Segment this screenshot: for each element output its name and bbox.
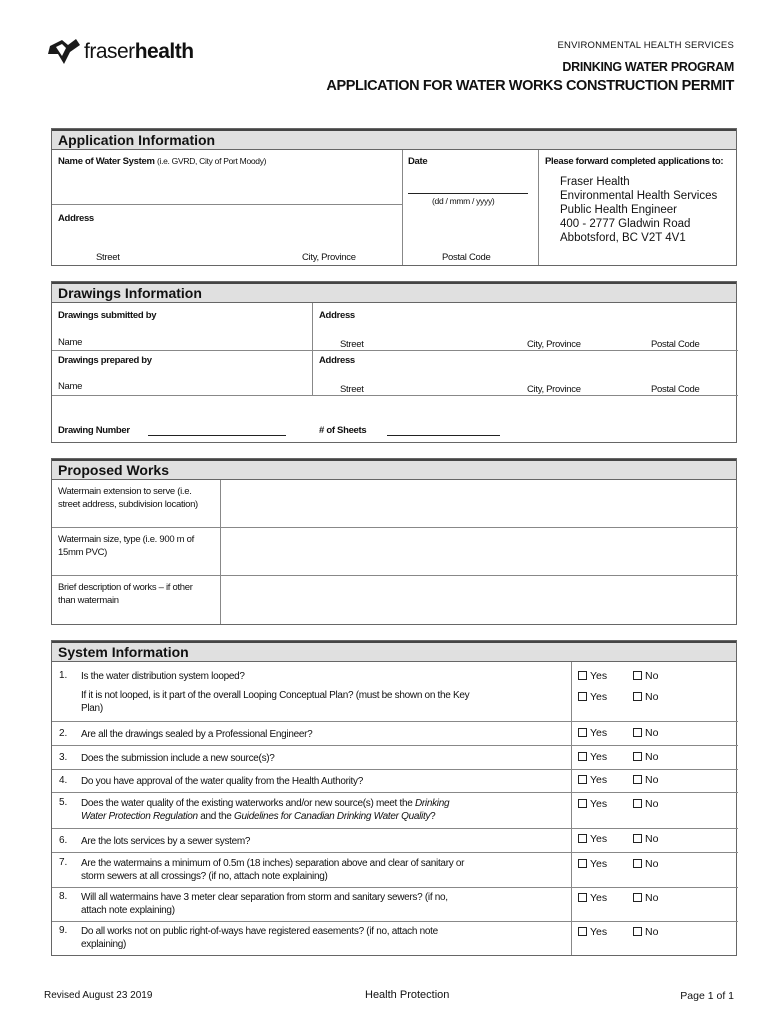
question-4-no-checkbox[interactable]: No (633, 774, 658, 786)
logo-text-bold: health (134, 40, 194, 63)
date-label: Date (408, 156, 428, 167)
drawing-number-input-line[interactable] (148, 435, 286, 436)
drawings-prepared-by-label: Drawings prepared by (58, 355, 152, 366)
date-format-hint: (dd / mmm / yyyy) (432, 196, 495, 206)
question-6-number: 6. (59, 835, 68, 846)
question-8-yes-checkbox[interactable]: Yes (578, 892, 607, 904)
question-6-yes-checkbox[interactable]: Yes (578, 833, 607, 845)
drawings-info-section (51, 281, 737, 443)
prepared-name-label: Name (58, 381, 83, 392)
question-6-no-checkbox[interactable]: No (633, 833, 658, 845)
question-2-no-checkbox[interactable]: No (633, 727, 658, 739)
proposed-row-size: Watermain size, type (i.e. 900 m of 15mm PVC) (58, 534, 194, 558)
street-label: Street (96, 252, 120, 263)
question-5-number: 5. (59, 797, 68, 808)
footer-page-number: Page 1 of 1 (680, 990, 734, 1002)
sheets-label: # of Sheets (319, 425, 367, 436)
question-7-yes-checkbox[interactable]: Yes (578, 858, 607, 870)
water-system-name-label: Name of Water System (i.e. GVRD, City of Port Moody) (58, 156, 267, 167)
address-label: Address (58, 213, 94, 224)
question-4-yes-checkbox[interactable]: Yes (578, 774, 607, 786)
question-8-text: Will all watermains have 3 meter clear separation from storm and sanitary sewers? (if no, attach note explaining) (81, 892, 448, 916)
logo-text-light: fraser (84, 40, 135, 63)
question-1b-yes-checkbox[interactable]: Yes (578, 691, 607, 703)
drawings-submitted-by-label: Drawings submitted by (58, 310, 157, 321)
prepared-city-label: City, Province (527, 384, 581, 395)
drawings-info-heading: Drawings Information (52, 282, 736, 303)
question-1b-no-checkbox[interactable]: No (633, 691, 658, 703)
postal-code-label: Postal Code (442, 252, 491, 263)
question-6-text: Are the lots services by a sewer system? (81, 836, 251, 847)
date-input-line[interactable] (408, 193, 528, 194)
system-info-section (51, 640, 737, 956)
question-1-number: 1. (59, 670, 68, 681)
logo-mark-icon (46, 36, 84, 66)
question-1-no-checkbox[interactable]: No (633, 670, 658, 682)
question-1-text: Is the water distribution system looped? (81, 671, 245, 682)
question-4-number: 4. (59, 775, 68, 786)
question-3-no-checkbox[interactable]: No (633, 751, 658, 763)
submitted-address-label: Address (319, 310, 355, 321)
question-2-text: Are all the drawings sealed by a Professional Engineer? (81, 729, 313, 740)
submitted-postal-label: Postal Code (651, 339, 700, 350)
prepared-street-label: Street (340, 384, 364, 395)
question-5-text: Does the water quality of the existing waterworks and/or new source(s) meet the Drinking Water Protection Regulation and the Guidelines for Canadian Drinking Water Quality? (81, 798, 450, 822)
question-7-no-checkbox[interactable]: No (633, 858, 658, 870)
program-name: DRINKING WATER PROGRAM (562, 60, 734, 74)
proposed-row-description: Brief description of works – if other than watermain (58, 582, 193, 606)
submitted-city-label: City, Province (527, 339, 581, 350)
forward-label: Please forward completed applications to: (545, 156, 724, 167)
question-8-number: 8. (59, 891, 68, 902)
question-1b-text: If it is not looped, is it part of the overall Looping Conceptual Plan? (must be shown on the Key Plan) (81, 690, 470, 714)
question-9-yes-checkbox[interactable]: Yes (578, 926, 607, 938)
question-1-yes-checkbox[interactable]: Yes (578, 670, 607, 682)
question-5-no-checkbox[interactable]: No (633, 798, 658, 810)
proposed-works-section (51, 458, 737, 625)
question-5-yes-checkbox[interactable]: Yes (578, 798, 607, 810)
department-name: ENVIRONMENTAL HEALTH SERVICES (557, 40, 734, 51)
prepared-address-label: Address (319, 355, 355, 366)
drawing-number-label: Drawing Number (58, 425, 130, 436)
fraser-health-logo (46, 36, 206, 70)
question-2-number: 2. (59, 728, 68, 739)
question-7-number: 7. (59, 857, 68, 868)
footer-department: Health Protection (365, 989, 450, 1001)
application-info-section (51, 128, 737, 266)
question-4-text: Do you have approval of the water quality from the Health Authority? (81, 776, 363, 787)
submitted-name-label: Name (58, 337, 83, 348)
submitted-street-label: Street (340, 339, 364, 350)
forward-address: Fraser Health Environmental Health Services Public Health Engineer 400 - 2777 Gladwin Road Abbotsford, BC V2T 4V1 (560, 176, 718, 244)
proposed-works-heading: Proposed Works (52, 459, 736, 480)
page-title: APPLICATION FOR WATER WORKS CONSTRUCTION PERMIT (326, 78, 734, 94)
system-info-heading: System Information (52, 641, 736, 662)
footer-revised-date: Revised August 23 2019 (44, 990, 153, 1001)
proposed-row-extension: Watermain extension to serve (i.e. street address, subdivision location) (58, 486, 198, 510)
question-3-yes-checkbox[interactable]: Yes (578, 751, 607, 763)
application-info-heading: Application Information (52, 129, 736, 150)
city-province-label: City, Province (302, 252, 356, 263)
question-8-no-checkbox[interactable]: No (633, 892, 658, 904)
question-9-text: Do all works not on public right-of-ways have registered easements? (if no, attach note explaining) (81, 926, 438, 950)
question-9-number: 9. (59, 925, 68, 936)
question-2-yes-checkbox[interactable]: Yes (578, 727, 607, 739)
sheets-input-line[interactable] (387, 435, 500, 436)
question-3-text: Does the submission include a new source(s)? (81, 753, 275, 764)
prepared-postal-label: Postal Code (651, 384, 700, 395)
question-7-text: Are the watermains a minimum of 0.5m (18 inches) separation above and clear of sanitary or storm sewers at all crossings? (if no, attach note explaining) (81, 858, 465, 882)
question-3-number: 3. (59, 752, 68, 763)
water-system-name-hint: (i.e. GVRD, City of Port Moody) (156, 156, 267, 166)
question-9-no-checkbox[interactable]: No (633, 926, 658, 938)
